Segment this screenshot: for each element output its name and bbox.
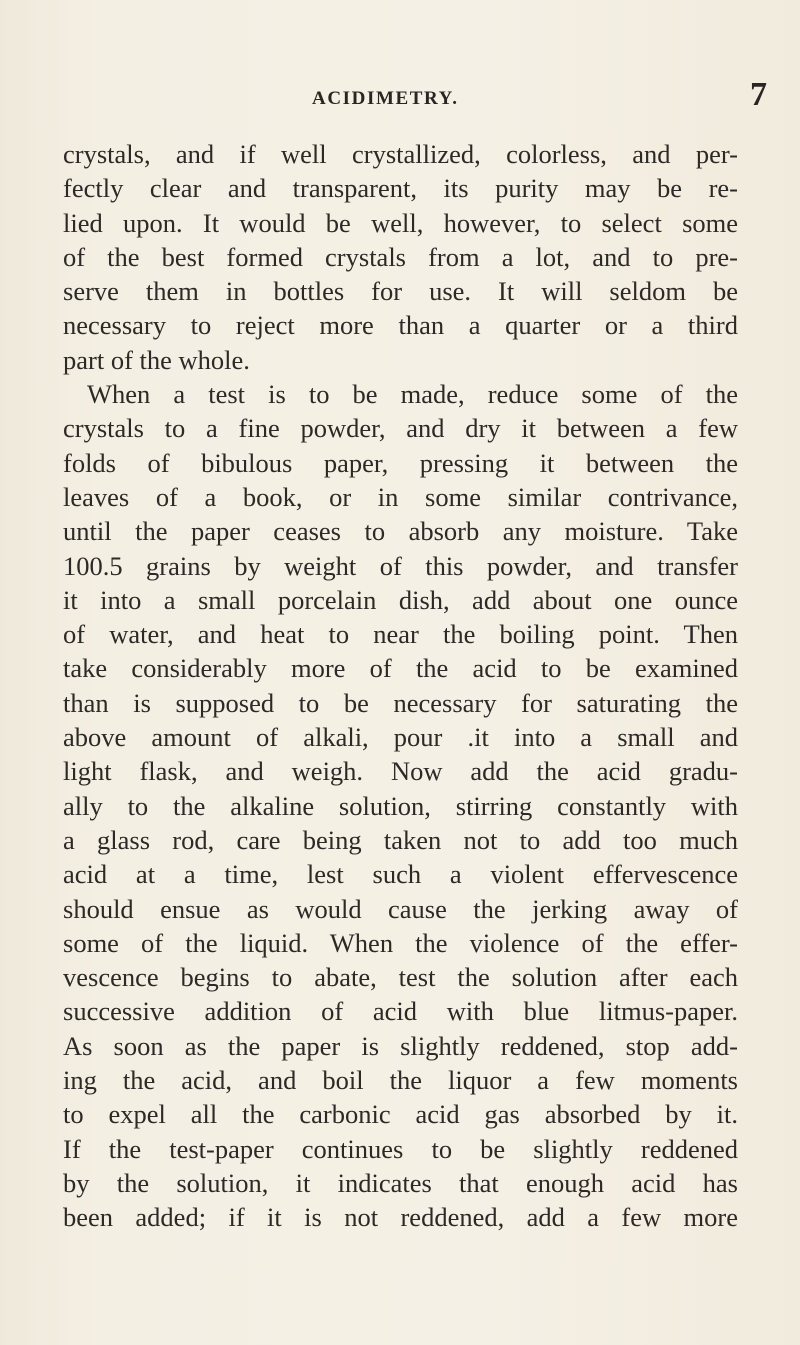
running-head: ACIDIMETRY. bbox=[312, 88, 459, 109]
text-line: crystals to a fine powder, and dry it between a few bbox=[63, 413, 738, 444]
text-line: acid at a time, lest such a violent effervescence bbox=[63, 859, 738, 890]
text-line: ally to the alkaline solution, stirring constantly with bbox=[63, 790, 738, 821]
text-line: If the test-paper continues to be slightly reddened bbox=[63, 1133, 738, 1164]
text-line: above amount of alkali, pour .it into a small and bbox=[63, 722, 738, 753]
text-line: than is supposed to be necessary for saturating the bbox=[63, 687, 738, 718]
text-line: folds of bibulous paper, pressing it between the bbox=[63, 447, 738, 478]
text-line: to expel all the carbonic acid gas absorbed by it. bbox=[63, 1099, 738, 1130]
text-line: should ensue as would cause the jerking away of bbox=[63, 893, 738, 924]
body-text bbox=[63, 137, 738, 1235]
text-line: When a test is to be made, reduce some of the bbox=[87, 379, 738, 410]
text-line: 100.5 grains by weight of this powder, and transfer bbox=[63, 550, 738, 581]
text-line: ing the acid, and boil the liquor a few moments bbox=[63, 1065, 738, 1096]
text-line: a glass rod, care being taken not to add too much bbox=[63, 824, 738, 855]
text-line: of the best formed crystals from a lot, and to pre- bbox=[63, 241, 738, 272]
page-number: 7 bbox=[750, 76, 767, 113]
text-line: As soon as the paper is slightly reddened, stop add- bbox=[63, 1030, 738, 1061]
text-line: by the solution, it indicates that enough acid has bbox=[63, 1167, 738, 1198]
text-line: leaves of a book, or in some similar contrivance, bbox=[63, 481, 738, 512]
text-line: crystals, and if well crystallized, colorless, and per- bbox=[63, 139, 738, 169]
text-line: some of the liquid. When the violence of the effer- bbox=[63, 927, 738, 958]
text-line: lied upon. It would be well, however, to select some bbox=[63, 207, 738, 238]
text-line: light flask, and weigh. Now add the acid gradu- bbox=[63, 756, 738, 787]
text-line: vescence begins to abate, test the solution after each bbox=[63, 962, 738, 993]
text-line: been added; if it is not reddened, add a few more bbox=[63, 1202, 738, 1233]
text-line: part of the whole. bbox=[63, 344, 250, 375]
text-line: serve them in bottles for use. It will seldom be bbox=[63, 276, 738, 307]
text-line: until the paper ceases to absorb any moisture. Take bbox=[63, 516, 738, 547]
text-line: fectly clear and transparent, its purity may be re- bbox=[63, 173, 738, 204]
text-line: of water, and heat to near the boiling point. Then bbox=[63, 619, 738, 650]
text-line: it into a small porcelain dish, add about one ounce bbox=[63, 584, 738, 615]
text-line: take considerably more of the acid to be examined bbox=[63, 653, 738, 684]
text-line: successive addition of acid with blue litmus-paper. bbox=[63, 996, 738, 1027]
text-line: necessary to reject more than a quarter or a third bbox=[63, 310, 738, 341]
